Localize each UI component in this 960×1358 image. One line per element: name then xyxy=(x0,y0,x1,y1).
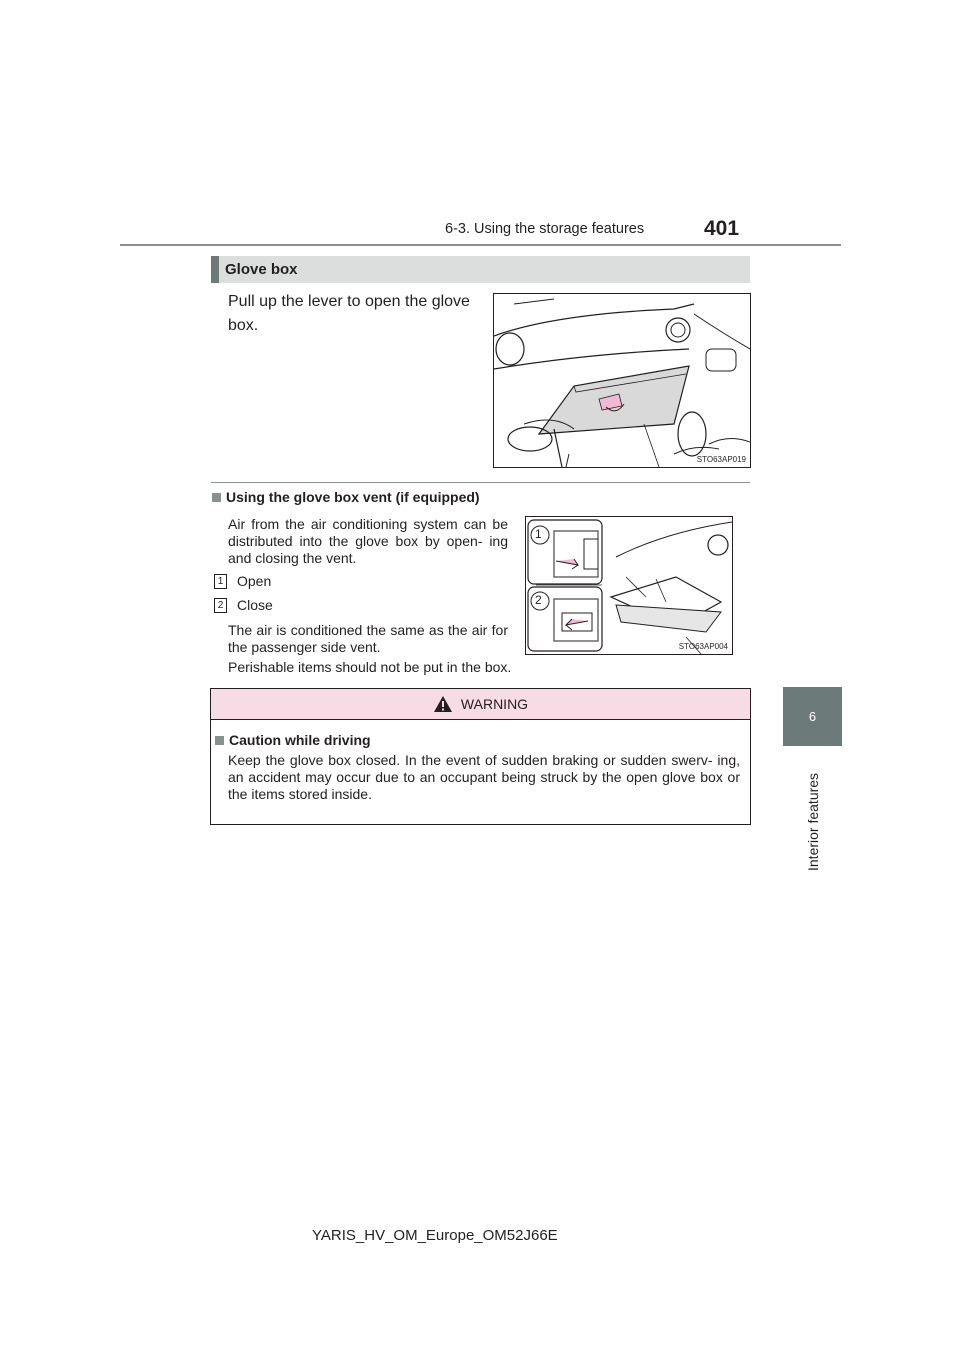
vent-item-open xyxy=(214,573,271,590)
title-stripe xyxy=(211,256,219,283)
chapter-tab: 6 xyxy=(783,687,842,746)
header-rule xyxy=(120,244,841,246)
warning-heading-row xyxy=(215,732,750,748)
vent-note-2: Perishable items should not be put in the box. xyxy=(228,659,512,675)
vent-callout-1: 1 xyxy=(535,527,542,541)
document-id: YARIS_HV_OM_Europe_OM52J66E xyxy=(312,1227,558,1244)
vent-heading-row xyxy=(212,489,480,505)
glove-box-figure-code: STO63AP019 xyxy=(696,455,746,464)
vent-callout-2: 2 xyxy=(535,593,542,607)
glove-box-title-bar xyxy=(211,256,750,283)
section-divider xyxy=(211,482,750,483)
warning-triangle-icon xyxy=(433,695,453,713)
step-number-box: 1 xyxy=(214,574,227,589)
glove-box-instruction: Pull up the lever to open the glove box. xyxy=(228,293,470,334)
vent-figure xyxy=(525,516,733,655)
vent-figure-code: STO63AP004 xyxy=(678,642,728,651)
glove-box-figure xyxy=(493,293,751,468)
step-number-box: 2 xyxy=(214,598,227,613)
vent-heading: Using the glove box vent (if equipped) xyxy=(226,489,480,505)
warning-heading: Caution while driving xyxy=(229,732,371,748)
vent-item-close xyxy=(214,597,273,614)
warning-text: Keep the glove box closed. In the event of sudden braking or sudden swerv- ing, an accident may occur due to an occupant being struck by the open glove box or the items stored inside. xyxy=(228,752,740,802)
glove-box-title: Glove box xyxy=(225,261,298,278)
page-number: 401 xyxy=(704,217,740,240)
warning-box xyxy=(210,688,751,825)
warning-header xyxy=(211,689,750,720)
chapter-title: Interior features xyxy=(804,772,821,871)
vent-item-label: Open xyxy=(237,573,272,589)
vent-illustration xyxy=(526,517,732,654)
bullet-square-icon xyxy=(215,736,224,745)
vent-item-label: Close xyxy=(237,597,273,613)
chapter-title-container xyxy=(783,746,842,871)
vent-note-1: The air is conditioned the same as the air for the passenger side vent. xyxy=(228,622,508,655)
vent-intro: Air from the air conditioning system can be distributed into the glove box by open- ing and closing the vent. xyxy=(228,516,508,566)
dashboard-illustration xyxy=(494,294,750,467)
warning-label: WARNING xyxy=(460,696,529,712)
section-header: 6-3. Using the storage features xyxy=(445,221,645,237)
bullet-square-icon xyxy=(212,493,221,502)
